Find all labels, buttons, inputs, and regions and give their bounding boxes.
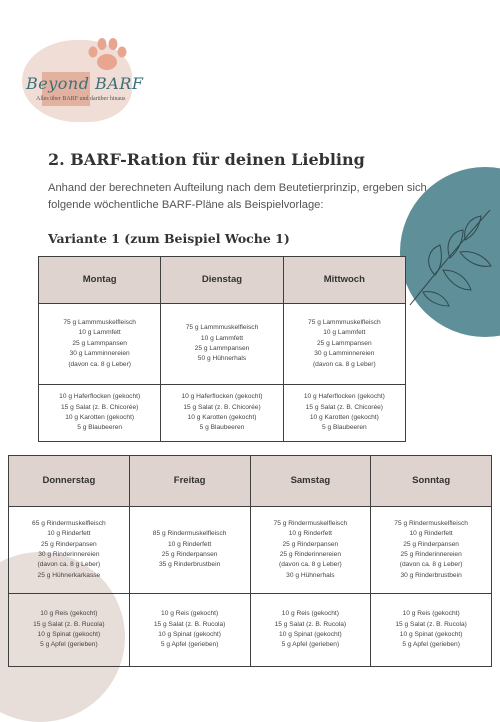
cell-line: 25 g Lammpansen <box>194 345 250 352</box>
cell-line: 35 g Rinderbrustbein <box>159 561 221 569</box>
cell-line: 10 g Haferflocken (gekocht) <box>59 393 141 401</box>
table-header-row <box>39 257 406 304</box>
cell-line: 25 g Lammpansen <box>317 339 372 347</box>
cell-line: 10 g Rinderfett <box>288 530 332 538</box>
cell-line: 10 g Haferflocken (gekocht) <box>181 393 263 401</box>
cell-line: 85 g Rindermuskelfleisch <box>152 530 227 538</box>
cell-line: 25 g Rinderinnereien <box>400 551 462 558</box>
cell-line: 10 g Lammfett <box>78 329 121 337</box>
cell-line: 15 g Salat (z. B. Rucola) <box>33 620 105 628</box>
table-cell <box>283 304 405 385</box>
cell-line: 10 g Rinderfett <box>409 530 453 538</box>
cell-line: 5 g Apfel (gerieben) <box>402 641 460 649</box>
cell-line: 5 g Apfel (gerieben) <box>160 641 219 649</box>
cell-line: 10 g Spinat (gekocht) <box>37 631 101 638</box>
cell-line: 30 g Rinderinnereien <box>38 551 100 558</box>
paw-icon <box>84 36 130 76</box>
cell-line: 15 g Salat (z. B. Rucola) <box>153 620 226 628</box>
leaf-branch-icon <box>405 200 500 310</box>
cell-line: 25 g Lammpansen <box>72 339 127 347</box>
day-header: Donnerstag <box>9 456 130 507</box>
table-cell <box>39 304 161 385</box>
cell-line: 75 g Rindermuskelfleisch <box>394 519 468 527</box>
cell-line: 30 g Hühnerhals <box>286 571 335 579</box>
cell-line: (davon ca. 8 g Leber) <box>312 360 376 368</box>
cell-line: 5 g Apfel (gerieben) <box>40 641 98 649</box>
table-cell <box>250 594 371 667</box>
cell-line: (davon ca. 8 g Leber) <box>68 360 131 368</box>
cell-line: 25 g Rinderpansen <box>403 540 459 548</box>
table-cell <box>371 594 492 667</box>
cell-line: 10 g Rinderfett <box>47 530 91 538</box>
cell-line: 5 g Blaubeeren <box>199 424 245 432</box>
cell-line: 30 g Lamminnereien <box>314 350 375 358</box>
meal-plan-table-2 <box>8 455 492 667</box>
cell-line: (davon ca. 8 g Leber) <box>399 561 463 569</box>
page-heading: 2. BARF-Ration für deinen Liebling <box>48 150 365 169</box>
table-cell <box>161 385 283 442</box>
cell-line: 10 g Spinat (gekocht) <box>399 631 463 638</box>
logo-title: Beyond BARF <box>26 74 144 93</box>
table-row-meat <box>9 507 492 594</box>
cell-line: 15 g Salat (z. B. Chicorée) <box>60 403 139 411</box>
table-cell <box>129 507 250 594</box>
cell-line: (davon ca. 8 g Leber) <box>279 561 342 569</box>
cell-line: (davon ca. 8 g Leber) <box>37 561 101 569</box>
table-row-sides <box>39 385 406 442</box>
cell-line: 5 g Blaubeeren <box>321 424 367 432</box>
day-header: Sonntag <box>371 456 492 507</box>
cell-line: 10 g Karotten (gekocht) <box>187 414 257 421</box>
table-cell <box>9 507 130 594</box>
cell-line: 10 g Rinderfett <box>167 540 212 548</box>
cell-line: 30 g Rinderbrustbein <box>400 571 462 579</box>
table-cell <box>283 385 405 442</box>
cell-line: 15 g Salat (z. B. Rucola) <box>274 620 347 628</box>
cell-line: 10 g Spinat (gekocht) <box>158 631 221 638</box>
cell-line: 25 g Rinderpansen <box>161 551 218 558</box>
day-header: Dienstag <box>161 257 283 304</box>
cell-line: 15 g Salat (z. B. Chicorée) <box>183 403 261 411</box>
cell-line: 50 g Hühnerhals <box>197 355 247 363</box>
table-header-row <box>9 456 492 507</box>
cell-line: 10 g Reis (gekocht) <box>402 610 460 618</box>
cell-line: 5 g Apfel (gerieben) <box>281 641 340 649</box>
table-cell <box>250 507 371 594</box>
cell-line: 65 g Rindermuskelfleisch <box>32 519 106 527</box>
cell-line: 10 g Reis (gekocht) <box>281 610 339 618</box>
table-cell <box>371 507 492 594</box>
cell-line: 10 g Reis (gekocht) <box>161 610 219 618</box>
table-cell <box>39 385 161 442</box>
cell-line: 25 g Rinderinnereien <box>279 551 341 558</box>
cell-line: 25 g Hühnerkarkasse <box>37 571 101 579</box>
cell-line: 10 g Lammfett <box>200 334 244 342</box>
cell-line: 75 g Rindermuskelfleisch <box>273 519 348 527</box>
table-row-sides <box>9 594 492 667</box>
cell-line: 10 g Spinat (gekocht) <box>279 631 342 638</box>
intro-paragraph: Anhand der berechneten Aufteilung nach dem Beutetierprinzip, ergeben sich folgende wöchentliche BARF-Pläne als Beispielvorlage: <box>48 182 427 211</box>
table-cell <box>129 594 250 667</box>
cell-line: 30 g Lamminnereien <box>69 350 130 358</box>
table-row-meat <box>39 304 406 385</box>
cell-line: 10 g Karotten (gekocht) <box>65 414 135 421</box>
cell-line: 75 g Lammmuskelfleisch <box>185 324 259 332</box>
cell-line: 10 g Lammfett <box>323 329 366 337</box>
meal-plan-table-1 <box>38 256 406 442</box>
cell-line: 10 g Reis (gekocht) <box>40 610 98 618</box>
cell-line: 10 g Karotten (gekocht) <box>309 414 379 421</box>
day-header: Mittwoch <box>283 257 405 304</box>
cell-line: 25 g Rinderpansen <box>282 540 339 548</box>
day-header: Samstag <box>250 456 371 507</box>
cell-line: 10 g Haferflocken (gekocht) <box>303 393 385 401</box>
table-cell <box>161 304 283 385</box>
logo-subtitle: Alles über BARF und darüber hinaus <box>36 96 126 102</box>
cell-line: 5 g Blaubeeren <box>77 424 123 432</box>
cell-line: 25 g Rinderpansen <box>41 540 97 548</box>
day-header: Freitag <box>129 456 250 507</box>
variant-heading: Variante 1 (zum Beispiel Woche 1) <box>48 231 290 246</box>
cell-line: 75 g Lammmuskelfleisch <box>63 318 136 326</box>
table-cell <box>9 594 130 667</box>
cell-line: 15 g Salat (z. B. Chicorée) <box>305 403 383 411</box>
day-header: Montag <box>39 257 161 304</box>
cell-line: 75 g Lammmuskelfleisch <box>308 318 381 326</box>
cell-line: 15 g Salat (z. B. Rucola) <box>395 620 467 628</box>
